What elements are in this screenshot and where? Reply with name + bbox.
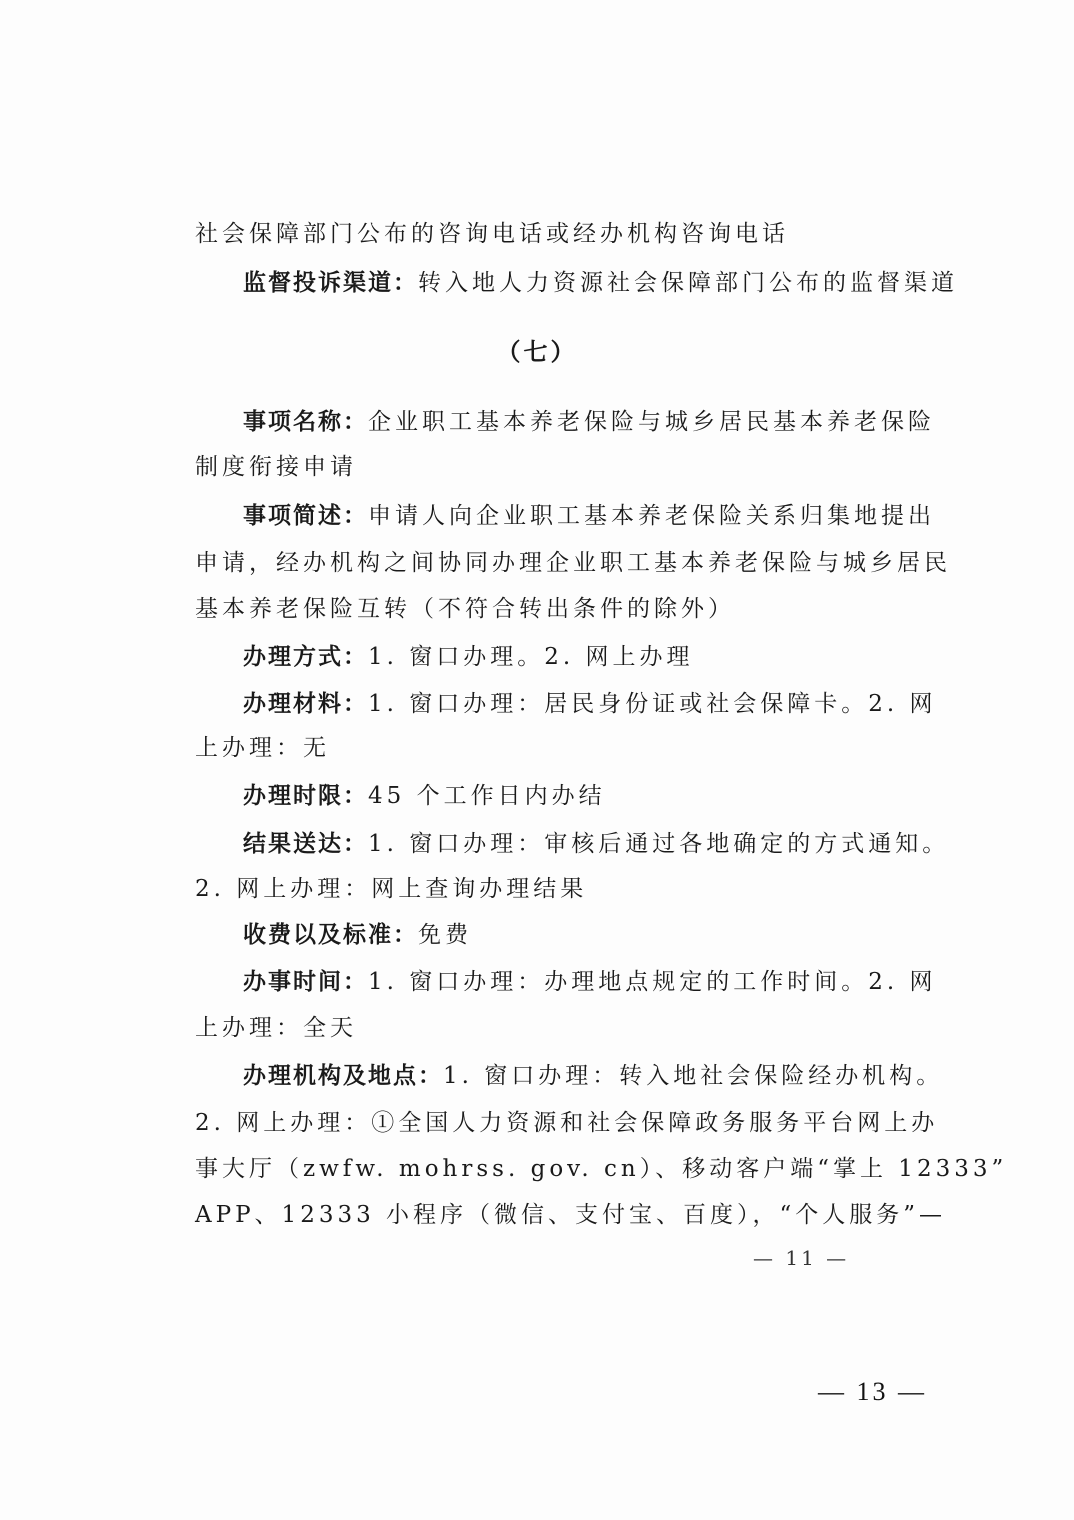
agency-continuation: APP、12333 小程序（微信、支付宝、百度），“个人服务”— bbox=[195, 1202, 947, 1228]
inner-page-number: — 11 — bbox=[753, 1246, 850, 1270]
service-hours-label: 办事时间： bbox=[243, 969, 368, 995]
outer-page-number: — 13 — bbox=[818, 1377, 927, 1406]
complaint-channel-value: 转入地人力资源社会保障部门公布的监督渠道 bbox=[418, 270, 958, 296]
item-name-value: 企业职工基本养老保险与城乡居民基本养老保险 bbox=[368, 409, 935, 435]
handling-method-label: 办理方式： bbox=[243, 644, 368, 670]
fees-label: 收费以及标准： bbox=[243, 922, 418, 948]
agency-label: 办理机构及地点： bbox=[243, 1063, 443, 1089]
time-limit-row bbox=[243, 781, 606, 811]
service-hours-continuation: 上办理：全天 bbox=[195, 1015, 357, 1041]
result-delivery-row bbox=[243, 829, 949, 859]
service-hours-row bbox=[243, 967, 937, 997]
time-limit-label: 办理时限： bbox=[243, 783, 368, 809]
item-summary-value: 申请人向企业职工基本养老保险关系归集地提出 bbox=[368, 503, 935, 529]
item-name-label: 事项名称： bbox=[243, 409, 368, 435]
result-delivery-label: 结果送达： bbox=[243, 831, 368, 857]
text-line: 社会保障部门公布的咨询电话或经办机构咨询电话 bbox=[195, 221, 789, 247]
item-summary-label: 事项简述： bbox=[243, 503, 368, 529]
item-summary-row bbox=[243, 501, 935, 531]
handling-method-row bbox=[243, 642, 694, 672]
time-limit-value: 45 个工作日内办结 bbox=[368, 783, 606, 809]
materials-continuation: 上办理：无 bbox=[195, 735, 330, 761]
agency-continuation: 事大厅（zwfw. mohrss. gov. cn）、移动客户端“掌上 12333” bbox=[195, 1156, 1008, 1182]
complaint-channel-label: 监督投诉渠道： bbox=[243, 270, 418, 296]
fees-row bbox=[243, 920, 472, 950]
section-heading: （七） bbox=[496, 338, 578, 366]
materials-value: 1. 窗口办理：居民身份证或社会保障卡。2. 网 bbox=[368, 691, 937, 717]
item-name-continuation: 制度衔接申请 bbox=[195, 454, 357, 480]
fees-value: 免费 bbox=[418, 922, 472, 948]
handling-method-value: 1. 窗口办理。2. 网上办理 bbox=[368, 644, 694, 670]
complaint-channel-row bbox=[243, 268, 958, 298]
agency-continuation: 2. 网上办理：①全国人力资源和社会保障政务服务平台网上办 bbox=[195, 1110, 939, 1136]
result-delivery-continuation: 2. 网上办理：网上查询办理结果 bbox=[195, 876, 588, 902]
item-summary-continuation: 基本养老保险互转（不符合转出条件的除外） bbox=[195, 596, 735, 622]
agency-value: 1. 窗口办理：转入地社会保险经办机构。 bbox=[443, 1063, 944, 1089]
agency-row bbox=[243, 1061, 943, 1091]
item-name-row bbox=[243, 407, 935, 437]
materials-row bbox=[243, 689, 937, 719]
service-hours-value: 1. 窗口办理：办理地点规定的工作时间。2. 网 bbox=[368, 969, 937, 995]
item-summary-continuation: 申请，经办机构之间协同办理企业职工基本养老保险与城乡居民 bbox=[195, 550, 951, 576]
result-delivery-value: 1. 窗口办理：审核后通过各地确定的方式通知。 bbox=[368, 831, 950, 857]
materials-label: 办理材料： bbox=[243, 691, 368, 717]
